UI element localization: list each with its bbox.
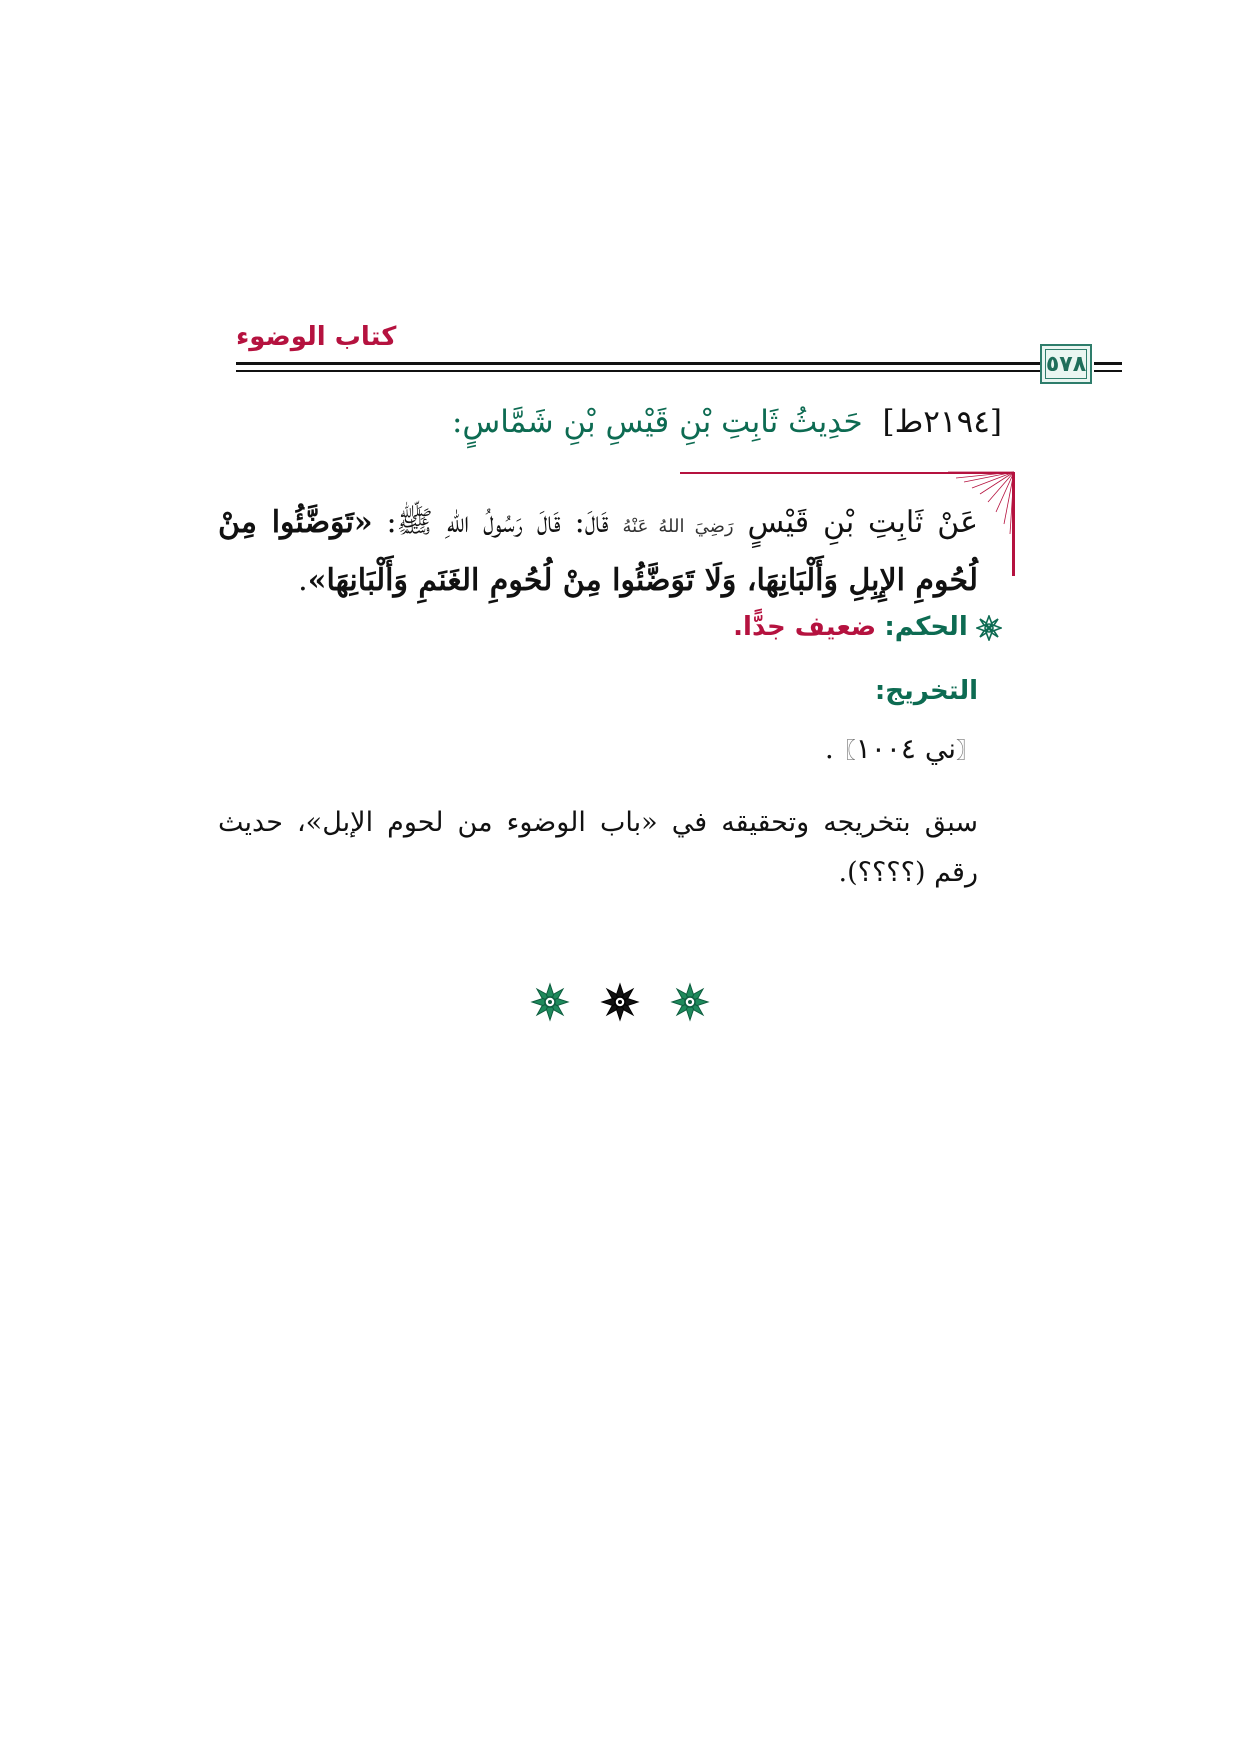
ref-bracket-open: 〖 [955, 739, 978, 764]
page-number: ٥٧٨ [1045, 351, 1087, 377]
hadith-number: [٢١٩٤ط] [882, 404, 1002, 440]
ref-end: . [824, 732, 834, 765]
header-rule-lower [236, 370, 1043, 372]
hadith-quote: «تَوَضَّئُوا مِنْ لُحُومِ الإِبِلِ وَأَلْبَانِهَا، وَلَا تَوَضَّئُوا مِنْ لُحُومِ الغَنَمِ وَأَلْبَانِهَا» [218, 505, 978, 598]
header-rule-right-lower [1094, 370, 1122, 372]
flower-ornament-icon [600, 982, 640, 1022]
hadith-end: . [298, 563, 308, 598]
page-number-badge [1040, 344, 1092, 384]
flower-ornament-icon [530, 982, 570, 1022]
hadith-mid: قَالَ: قَالَ رَسُولُ اللهِ [446, 505, 609, 540]
ref-bracket-close: 〗 [833, 739, 856, 764]
takhrij-note: سبق بتخريجه وتحقيقه في «باب الوضوء من لحوم الإبل»، حديث رقم (؟؟؟؟). [218, 807, 978, 888]
hadith-heading [222, 404, 1002, 440]
hadith-intro: عَنْ ثَابِتِ بْنِ قَيْسٍ [747, 505, 978, 540]
header-rule-right-upper [1094, 362, 1122, 365]
takhrij-label: التخريج: [874, 676, 978, 706]
ruling-label: الحكم: [884, 612, 968, 642]
flower-icon [976, 615, 1002, 641]
book-title: كتاب الوضوء [236, 322, 397, 352]
hadith-title: حَدِيثُ ثَابِتِ بْنِ قَيْسِ بْنِ شَمَّاسٍ: [451, 404, 863, 440]
hadith-text [218, 496, 978, 608]
ruling [402, 612, 1002, 642]
hadith-colon: : [386, 505, 397, 540]
flower-ornament-icon [670, 982, 710, 1022]
prophet-honorific: ﷺ [396, 505, 433, 540]
takhrij-reference [825, 732, 978, 765]
ref-text: ني ١٠٠٤ [855, 732, 956, 765]
header-rule-upper [236, 362, 1043, 365]
ruling-value: ضعيف جدًّا. [733, 612, 877, 642]
companion-honorific: رَضِيَ اللهُ عَنْهُ [622, 516, 734, 537]
section-divider [530, 980, 710, 1024]
